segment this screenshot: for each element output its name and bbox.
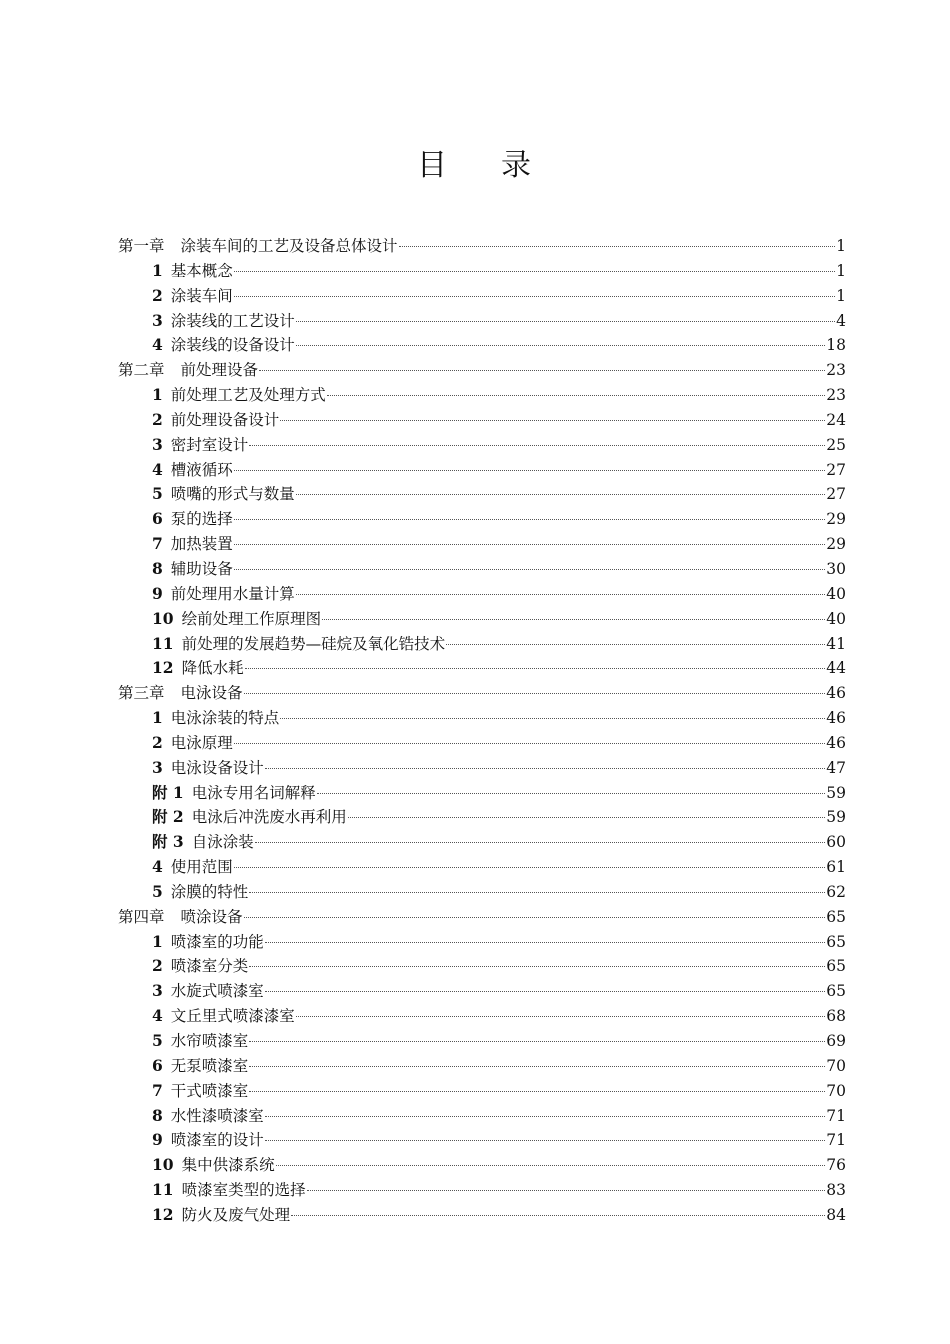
toc-dot-leader <box>322 619 825 620</box>
toc-entry-label <box>152 1128 264 1153</box>
toc-entry-title: 涂装车间 <box>170 286 233 305</box>
toc-entry-label <box>152 756 264 781</box>
toc-entry-title: 干式喷漆室 <box>170 1081 249 1100</box>
toc-page-number: 46 <box>826 733 846 752</box>
toc-section-row[interactable] <box>118 632 846 657</box>
toc-entry-label <box>152 433 248 458</box>
toc-dot-leader <box>348 817 826 818</box>
toc-page-number: 46 <box>826 709 846 728</box>
toc-entry-title: 自泳涂装 <box>191 833 254 852</box>
toc-entry-title: 水旋式喷漆室 <box>170 982 264 1001</box>
toc-dot-leader <box>265 942 825 943</box>
toc-dot-leader <box>234 296 835 297</box>
toc-entry-number: 3 <box>152 757 163 777</box>
toc-dot-leader <box>327 395 825 396</box>
toc-entry-number: 11 <box>152 1180 174 1200</box>
toc-section-row[interactable] <box>118 756 846 781</box>
toc-entry-number: 附 2 <box>152 807 184 827</box>
toc-entry-number: 9 <box>152 1130 163 1150</box>
toc-entry-title: 电泳后冲洗废水再利用 <box>191 808 347 827</box>
toc-entry-title: 前处理的发展趋势—硅烷及氧化锆技术 <box>181 634 446 653</box>
toc-entry-title: 电泳原理 <box>170 733 233 752</box>
title-char-2: 录 <box>501 148 533 183</box>
toc-dot-leader <box>291 1215 825 1216</box>
toc-entry-label <box>152 1153 275 1178</box>
toc-entry-number: 第三章 <box>118 684 165 703</box>
toc-chapter-row[interactable] <box>118 234 846 259</box>
toc-entry-label <box>152 1054 248 1079</box>
toc-entry-number: 9 <box>152 583 163 603</box>
toc-entry-label <box>152 309 295 334</box>
toc-dot-leader <box>446 644 825 645</box>
toc-dot-leader <box>296 594 825 595</box>
toc-entry-number: 1 <box>152 260 163 280</box>
toc-dot-leader <box>244 693 826 694</box>
toc-entry-title: 电泳设备设计 <box>170 758 264 777</box>
toc-entry-title: 绘前处理工作原理图 <box>181 609 322 628</box>
toc-page-number: 84 <box>826 1205 846 1224</box>
toc-entry-label <box>152 582 295 607</box>
toc-section-row[interactable] <box>118 482 846 507</box>
toc-section-row[interactable] <box>118 855 846 880</box>
toc-section-row[interactable] <box>118 458 846 483</box>
toc-entry-title: 电泳设备 <box>180 684 243 703</box>
toc-entry-label <box>152 1203 290 1228</box>
toc-entry-number: 6 <box>152 509 163 529</box>
toc-entry-title: 加热装置 <box>170 535 233 554</box>
toc-page-number: 27 <box>826 460 846 479</box>
toc-entry-number: 1 <box>152 385 163 405</box>
toc-page-number: 71 <box>826 1106 846 1125</box>
toc-page-number: 23 <box>826 361 846 380</box>
toc-dot-leader <box>234 743 825 744</box>
toc-entry-title: 电泳涂装的特点 <box>170 709 280 728</box>
toc-entry-label <box>152 830 254 855</box>
toc-entry-number: 10 <box>152 608 174 628</box>
toc-entry-number: 7 <box>152 1080 163 1100</box>
toc-entry-label <box>118 234 398 259</box>
toc-dot-leader <box>280 420 825 421</box>
toc-dot-leader <box>244 917 826 918</box>
toc-section-row[interactable] <box>118 954 846 979</box>
toc-entry-number: 3 <box>152 434 163 454</box>
toc-page-number: 23 <box>826 386 846 405</box>
toc-dot-leader <box>296 321 835 322</box>
toc-entry-number: 12 <box>152 1204 174 1224</box>
toc-entry-title: 喷漆室分类 <box>170 957 249 976</box>
toc-section-row[interactable] <box>118 333 846 358</box>
toc-entry-number: 12 <box>152 658 174 678</box>
toc-entry-number: 8 <box>152 558 163 578</box>
toc-entry-number: 第四章 <box>118 907 165 926</box>
toc-section-row[interactable] <box>118 656 846 681</box>
toc-entry-label <box>152 706 279 731</box>
toc-section-row[interactable] <box>118 930 846 955</box>
toc-entry-label <box>152 1004 295 1029</box>
toc-entry-number: 11 <box>152 633 174 653</box>
toc-dot-leader <box>280 718 825 719</box>
toc-entry-title: 集中供漆系统 <box>181 1156 275 1175</box>
toc-page-number: 27 <box>826 485 846 504</box>
toc-page-number: 59 <box>826 808 846 827</box>
toc-entry-title: 喷涂设备 <box>180 907 243 926</box>
toc-section-row[interactable] <box>118 880 846 905</box>
toc-section-row[interactable] <box>118 805 846 830</box>
toc-section-row[interactable] <box>118 532 846 557</box>
toc-entry-number: 2 <box>152 285 163 305</box>
toc-dot-leader <box>259 370 825 371</box>
toc-entry-number: 3 <box>152 310 163 330</box>
toc-section-row[interactable] <box>118 1079 846 1104</box>
toc-entry-title: 喷漆室的功能 <box>170 932 264 951</box>
toc-page-number: 30 <box>826 559 846 578</box>
toc-entry-number: 5 <box>152 1031 163 1050</box>
toc-chapter-row[interactable] <box>118 358 846 383</box>
toc-entry-number: 4 <box>152 459 163 479</box>
toc-entry-label <box>152 408 279 433</box>
toc-section-row[interactable] <box>118 433 846 458</box>
toc-page-number: 70 <box>826 1081 846 1100</box>
toc-page-number: 40 <box>826 584 846 603</box>
toc-entry-number: 附 1 <box>152 782 184 802</box>
toc-page-number: 47 <box>826 758 846 777</box>
toc-entry-label <box>118 681 243 706</box>
toc-page-number: 76 <box>826 1156 846 1175</box>
toc-entry-label <box>152 1079 248 1104</box>
toc-entry-title: 涂装线的设备设计 <box>170 336 295 355</box>
toc-entry-label <box>118 358 258 383</box>
toc-entry-number: 4 <box>152 857 163 877</box>
toc-dot-leader <box>234 519 825 520</box>
toc-section-row[interactable] <box>118 1128 846 1153</box>
toc-dot-leader <box>399 246 835 247</box>
toc-entry-label <box>152 805 347 830</box>
toc-dot-leader <box>265 1140 825 1141</box>
toc-section-row[interactable] <box>118 830 846 855</box>
toc-entry-title: 密封室设计 <box>170 435 249 454</box>
toc-section-row[interactable] <box>118 383 846 408</box>
toc-entry-title: 文丘里式喷漆漆室 <box>170 1007 295 1026</box>
toc-dot-leader <box>234 470 825 471</box>
toc-entry-title: 前处理工艺及处理方式 <box>170 386 326 405</box>
toc-dot-leader <box>276 1165 826 1166</box>
toc-entry-number: 10 <box>152 1155 174 1175</box>
toc-entry-number: 6 <box>152 1055 163 1075</box>
toc-page-number: 59 <box>826 783 846 802</box>
toc-entry-title: 降低水耗 <box>181 659 244 678</box>
toc-entry-title: 前处理用水量计算 <box>170 584 295 603</box>
toc-entry-title: 电泳专用名词解释 <box>191 783 316 802</box>
toc-chapter-row[interactable] <box>118 681 846 706</box>
toc-section-row[interactable] <box>118 781 846 806</box>
toc-entry-label <box>152 1178 306 1203</box>
toc-entry-label <box>152 532 233 557</box>
toc-page-number: 25 <box>826 435 846 454</box>
toc-dot-leader <box>307 1190 826 1191</box>
toc-entry-number: 第一章 <box>118 237 165 255</box>
toc-page-number: 65 <box>826 957 846 976</box>
toc-section-row[interactable] <box>118 1203 846 1228</box>
toc-page-number: 44 <box>826 659 846 678</box>
toc-page-number: 1 <box>836 237 846 255</box>
toc-entry-title: 前处理设备 <box>180 361 259 380</box>
toc-entry-number: 5 <box>152 881 163 901</box>
toc-entry-number: 附 3 <box>152 832 184 852</box>
toc-page-number: 29 <box>826 535 846 554</box>
toc-page-number: 46 <box>826 684 846 703</box>
toc-section-row[interactable] <box>118 408 846 433</box>
toc-entry-label <box>152 259 233 284</box>
toc-entry-label <box>152 1029 248 1054</box>
toc-entry-number: 1 <box>152 708 163 728</box>
toc-section-row[interactable] <box>118 1104 846 1129</box>
toc-dot-leader <box>265 768 825 769</box>
toc-dot-leader <box>234 544 825 545</box>
toc-dot-leader <box>249 1041 825 1042</box>
toc-section-row[interactable] <box>118 731 846 756</box>
toc-entry-number: 5 <box>152 484 163 504</box>
toc-section-row[interactable] <box>118 507 846 532</box>
toc-section-row[interactable] <box>118 979 846 1004</box>
toc-entry-label <box>152 731 233 756</box>
toc-page-number: 65 <box>826 982 846 1001</box>
toc-entry-title: 使用范围 <box>170 858 233 877</box>
toc-entry-label <box>118 905 243 930</box>
toc-entry-label <box>152 507 233 532</box>
toc-entry-title: 基本概念 <box>170 261 233 280</box>
toc-dot-leader <box>265 991 825 992</box>
title-char-1: 目 <box>417 148 449 183</box>
toc-section-row[interactable] <box>118 1153 846 1178</box>
toc-entry-label <box>152 781 316 806</box>
toc-section-row[interactable] <box>118 259 846 284</box>
toc-dot-leader <box>249 445 825 446</box>
toc-entry-title: 无泵喷漆室 <box>170 1056 249 1075</box>
toc-entry-label <box>152 954 248 979</box>
toc-page-number: 83 <box>826 1181 846 1200</box>
toc-dot-leader <box>296 494 825 495</box>
toc-page-number: 68 <box>826 1007 846 1026</box>
toc-dot-leader <box>249 892 825 893</box>
toc-entry-title: 涂装线的工艺设计 <box>170 311 295 330</box>
toc-entry-label <box>152 557 233 582</box>
toc-entry-label <box>152 284 233 309</box>
toc-entry-title: 喷嘴的形式与数量 <box>170 485 295 504</box>
toc-page-number: 62 <box>826 882 846 901</box>
toc-entry-title: 喷漆室的设计 <box>170 1131 264 1150</box>
toc-entry-number: 4 <box>152 335 163 355</box>
toc-dot-leader <box>296 345 825 346</box>
toc-entry-title: 水帘喷漆室 <box>170 1032 249 1050</box>
toc-dot-leader <box>249 1091 825 1092</box>
toc-entry-title: 槽液循环 <box>170 460 233 479</box>
toc-chapter-row[interactable] <box>118 905 846 930</box>
toc-entry-label <box>152 383 326 408</box>
toc-dot-leader <box>255 842 826 843</box>
toc-entry-title: 前处理设备设计 <box>170 410 280 429</box>
toc-page-number: 71 <box>826 1131 846 1150</box>
toc-entry-title: 防火及废气处理 <box>181 1205 291 1224</box>
toc-entry-label <box>152 1104 264 1129</box>
toc-page-number: 69 <box>826 1032 846 1050</box>
toc-entry-title: 喷漆室类型的选择 <box>181 1181 306 1200</box>
toc-dot-leader <box>249 966 825 967</box>
toc-entry-label <box>152 607 321 632</box>
toc-dot-leader <box>245 668 826 669</box>
toc-entry-label <box>152 855 233 880</box>
toc-entry-title: 水性漆喷漆室 <box>170 1106 264 1125</box>
toc-entry-label <box>152 482 295 507</box>
page-title <box>0 140 950 184</box>
toc-page-number: 29 <box>826 510 846 529</box>
toc-entry-number: 7 <box>152 534 163 554</box>
toc-entry-number: 4 <box>152 1006 163 1026</box>
toc-section-row[interactable] <box>118 706 846 731</box>
toc-page-number: 65 <box>826 932 846 951</box>
toc-section-row[interactable] <box>118 1054 846 1079</box>
toc-entry-label <box>152 656 244 681</box>
toc-page-number: 60 <box>826 833 846 852</box>
toc-entry-number: 3 <box>152 981 163 1001</box>
toc-dot-leader <box>265 1116 825 1117</box>
toc-entry-label <box>152 333 295 358</box>
toc-page-number: 18 <box>826 336 846 355</box>
toc-entry-number: 1 <box>152 931 163 951</box>
toc-page-number: 61 <box>826 858 846 877</box>
toc-entry-number: 2 <box>152 732 163 752</box>
toc-entry-label <box>152 880 248 905</box>
toc-dot-leader <box>249 1066 825 1067</box>
toc-entry-label <box>152 632 445 657</box>
toc-section-row[interactable] <box>118 1178 846 1203</box>
toc-dot-leader <box>234 569 825 570</box>
toc-entry-number: 第二章 <box>118 361 165 380</box>
toc-entry-title: 涂装车间的工艺及设备总体设计 <box>180 237 398 255</box>
toc-section-row[interactable] <box>118 582 846 607</box>
toc-entry-label <box>152 458 233 483</box>
toc-entry-title: 辅助设备 <box>170 559 233 578</box>
toc-entry-title: 泵的选择 <box>170 510 233 529</box>
toc-entry-label <box>152 930 264 955</box>
toc-section-row[interactable] <box>118 1029 846 1054</box>
toc-entry-number: 2 <box>152 409 163 429</box>
toc-page-number: 1 <box>836 286 846 305</box>
toc-page-number: 65 <box>826 907 846 926</box>
toc-section-row[interactable] <box>118 607 846 632</box>
toc-section-row[interactable] <box>118 1004 846 1029</box>
toc-entry-title: 涂膜的特性 <box>170 882 249 901</box>
toc-page-number: 70 <box>826 1056 846 1075</box>
toc-dot-leader <box>317 793 826 794</box>
toc-page-number: 24 <box>826 410 846 429</box>
toc-section-row[interactable] <box>118 309 846 334</box>
toc-entry-label <box>152 979 264 1004</box>
toc-section-row[interactable] <box>118 284 846 309</box>
toc-dot-leader <box>234 271 835 272</box>
toc-page-number: 4 <box>836 311 846 330</box>
toc-dot-leader <box>296 1016 825 1017</box>
toc-page-number: 41 <box>826 634 846 653</box>
toc-dot-leader <box>234 867 825 868</box>
toc-page-number: 40 <box>826 609 846 628</box>
toc-entry-number: 2 <box>152 956 163 976</box>
toc-page-number: 1 <box>836 261 846 280</box>
toc-section-row[interactable] <box>118 557 846 582</box>
toc-entry-number: 8 <box>152 1105 163 1125</box>
table-of-contents <box>118 234 846 1228</box>
